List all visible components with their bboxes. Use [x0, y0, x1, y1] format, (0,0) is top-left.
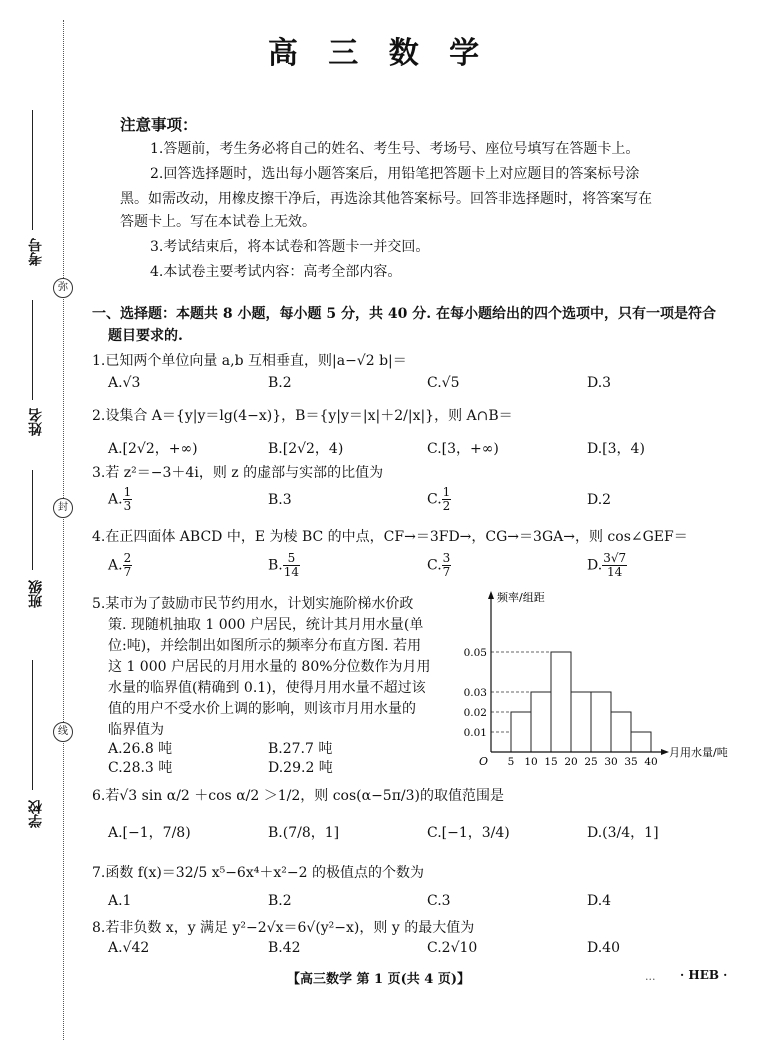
- q6-stem: 6.若√3 sin α/2 ＋cos α/2 ＞1/2，则 cos(α−5π/3)的取值范围是: [92, 788, 505, 804]
- notice-heading: 注意事项：: [120, 115, 198, 134]
- q2-stem: 2.设集合 A＝{y|y＝lg(4−x)}，B＝{y|y＝|x|＋2/|x|}，则 A∩B＝: [92, 408, 513, 424]
- q7-option-d: D.4: [587, 893, 612, 909]
- x-tick-label: 20: [564, 756, 578, 768]
- origin-label: O: [479, 755, 489, 768]
- page-footer: 【高三数学 第 1 页(共 4 页)】: [286, 972, 471, 987]
- q2-option-d: D.[3，4): [587, 441, 645, 457]
- q5-option-a: A.26.8 吨: [108, 741, 173, 757]
- x-tick-label: 35: [624, 756, 638, 768]
- q5-stem: 水量的临界值(精确到 0.1)，使得月用水量不超过该: [108, 680, 426, 696]
- y-axis-label: 频率/组距: [497, 591, 545, 604]
- notice-line: 1.答题前，考生务必将自己的姓名、考生号、考场号、座位号填写在答题卡上。: [150, 141, 640, 157]
- footer-dots: ...: [645, 970, 656, 983]
- q1-option-d: D.3: [587, 375, 612, 391]
- section-header: 一、选择题：本题共 8 小题，每小题 5 分，共 40 分. 在每小题给出的四个选项中，只有一项是符合: [92, 306, 716, 322]
- name-label: 姓名: [28, 408, 44, 436]
- q3-option-c: C. $\frac{1}{2}$: [427, 485, 451, 513]
- q5-stem: 值的用户不受水价上调的影响，则该市月用水量的: [108, 701, 416, 717]
- histogram-bar: [591, 692, 611, 752]
- name-line: [32, 300, 33, 400]
- q1-option-a: A.√3: [108, 375, 141, 391]
- q5-stem: 临界值为: [108, 722, 164, 738]
- q6-option-b: B.(7/8，1]: [268, 825, 340, 841]
- q5-option-c: C.28.3 吨: [108, 760, 173, 776]
- q1-option-c: C.√5: [427, 375, 460, 391]
- y-axis-arrow: [488, 591, 494, 599]
- q4-option-b: B. $\frac{5}{14}$: [268, 551, 300, 579]
- q8-stem: 8.若非负数 x，y 满足 y²−2√x＝6√(y²−x)，则 y 的最大值为: [92, 920, 475, 936]
- q3-option-a: A. $\frac{1}{3}$: [108, 485, 132, 513]
- y-tick-label: 0.05: [463, 647, 487, 659]
- frequency-histogram: [455, 585, 747, 770]
- school-label: 学校: [28, 800, 44, 828]
- binding-dotted-line: [63, 20, 64, 1040]
- q4-option-c: C. $\frac{3}{7}$: [427, 551, 451, 579]
- notice-line: 黑。如需改动，用橡皮擦干净后，再选涂其他答案标号。回答非选择题时，将答案写在: [120, 191, 652, 207]
- histogram-bar: [611, 712, 631, 752]
- class-line: [32, 470, 33, 570]
- histogram-bar: [631, 732, 651, 752]
- q6-option-d: D.(3/4，1]: [587, 825, 659, 841]
- notice-line: 2.回答选择题时，选出每小题答案后，用铅笔把答题卡上对应题目的答案标号涂: [150, 166, 640, 182]
- x-axis-label: 月用水量/吨: [669, 746, 728, 759]
- q5-stem: 5.某市为了鼓励市民节约用水，计划实施阶梯水价政: [92, 596, 414, 612]
- q7-option-a: A.1: [108, 893, 132, 909]
- footer-code: · HEB ·: [680, 968, 728, 982]
- x-tick-label: 40: [644, 756, 658, 768]
- q7-stem: 7.函数 f(x)＝32/5 x⁵−6x⁴＋x²−2 的极值点的个数为: [92, 865, 424, 881]
- q7-option-b: B.2: [268, 893, 292, 909]
- q7-option-c: C.3: [427, 893, 451, 909]
- histogram-bar: [551, 652, 571, 752]
- q5-stem: 策. 现随机抽取 1 000 户居民，统计其月用水量(单: [108, 617, 424, 633]
- exam-no-line: [32, 110, 33, 230]
- notice-line: 答题卡上。写在本试卷上无效。: [120, 214, 316, 230]
- q2-option-b: B.[2√2，4): [268, 441, 344, 457]
- q8-option-d: D.40: [587, 940, 620, 956]
- section-header-cont: 题目要求的.: [108, 328, 183, 344]
- school-line: [32, 660, 33, 790]
- seal-mark-2: 封: [53, 498, 73, 518]
- y-tick-label: 0.03: [463, 687, 487, 699]
- q3-stem: 3.若 z²＝−3＋4i，则 z 的虚部与实部的比值为: [92, 465, 384, 481]
- q5-stem: 位:吨)，并绘制出如图所示的频率分布直方图. 若用: [108, 638, 422, 654]
- x-axis-arrow: [661, 749, 669, 755]
- q4-option-d: D. $\frac{3√7}{14}$: [587, 551, 627, 579]
- q6-option-c: C.[−1，3/4): [427, 825, 510, 841]
- q8-option-c: C.2√10: [427, 940, 478, 956]
- q5-option-b: B.27.7 吨: [268, 741, 333, 757]
- q4-option-a: A. $\frac{2}{7}$: [108, 551, 132, 579]
- histogram-bar: [531, 692, 551, 752]
- x-tick-label: 10: [524, 756, 538, 768]
- q2-option-a: A.[2√2，+∞): [108, 441, 198, 457]
- seal-mark-3: 线: [53, 722, 73, 742]
- notice-line: 4.本试卷主要考试内容：高考全部内容。: [150, 264, 402, 280]
- q8-option-b: B.42: [268, 940, 301, 956]
- q6-option-a: A.[−1，7/8): [108, 825, 191, 841]
- q5-option-d: D.29.2 吨: [268, 760, 333, 776]
- q1-stem: 1.已知两个单位向量 a,b 互相垂直，则|a−√2 b|＝: [92, 353, 407, 369]
- histogram-bar: [511, 712, 531, 752]
- x-tick-label: 15: [544, 756, 558, 768]
- q4-stem: 4.在正四面体 ABCD 中，E 为棱 BC 的中点，CF→＝3FD→，CG→＝3GA→，则 cos∠GEF＝: [92, 529, 688, 545]
- q3-option-b: B.3: [268, 492, 292, 508]
- q2-option-c: C.[3，+∞): [427, 441, 499, 457]
- q8-option-a: A.√42: [108, 940, 150, 956]
- x-tick-label: 30: [604, 756, 618, 768]
- histogram-bar: [571, 692, 591, 752]
- page-title: 高 三 数 学: [267, 36, 490, 71]
- exam-no-label: 考号: [28, 238, 44, 266]
- notice-line: 3.考试结束后，将本试卷和答题卡一并交回。: [150, 239, 430, 255]
- x-tick-label: 25: [584, 756, 598, 768]
- q3-option-d: D.2: [587, 492, 612, 508]
- q5-stem: 这 1 000 户居民的月用水量的 80%分位数作为月用: [108, 659, 431, 675]
- y-tick-label: 0.02: [463, 707, 487, 719]
- x-tick-label: 5: [507, 756, 515, 768]
- class-label: 班级: [28, 580, 44, 608]
- seal-mark-1: 弥: [53, 278, 73, 298]
- y-tick-label: 0.01: [463, 727, 487, 739]
- q1-option-b: B.2: [268, 375, 292, 391]
